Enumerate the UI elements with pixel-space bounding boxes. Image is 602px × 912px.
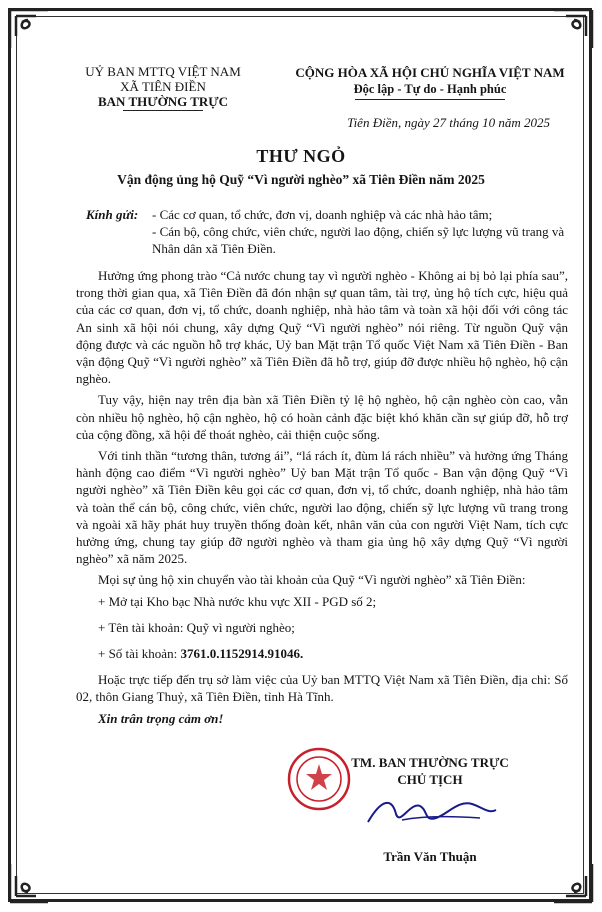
- signatory-role: TM. BAN THƯỜNG TRỰC: [351, 755, 509, 770]
- corner-ornament-icon: [6, 6, 52, 52]
- corner-ornament-icon: [6, 860, 52, 906]
- corner-ornament-icon: [550, 860, 596, 906]
- bank-account-name: + Tên tài khoản: Quỹ vì người nghèo;: [98, 619, 295, 635]
- bank-account-number-line: [98, 645, 568, 662]
- recipient-item: - Cán bộ, công chức, viên chức, người lao động, chiến sỹ lực lượng vũ trang và Nhân dân xã Tiên Điền.: [152, 224, 565, 256]
- signatory-title: CHỦ TỊCH: [397, 772, 463, 787]
- body-paragraph: Mọi sự ủng hộ xin chuyển vào tài khoản của Quỹ “Vì người nghèo” xã Tiên Điền:: [98, 572, 526, 588]
- body-paragraph: Tuy vậy, hiện nay trên địa bàn xã Tiên Điền tỷ lệ hộ nghèo, hộ cận nghèo còn cao, vẫn còn nhiều hộ nghèo, hộ cận nghèo, hộ có hoàn cảnh đặc biệt khó khăn cần sự giúp đỡ, hỗ trợ của cộng đồng, xã hội để thoát nghèo, cải thiện cuộc sống.: [76, 392, 568, 442]
- letter-body: [76, 267, 568, 731]
- direct-contact-paragraph: Hoặc trực tiếp đến trụ sở làm việc của Uỷ ban MTTQ Việt Nam xã Tiên Điền, địa chỉ: Số 02, thôn Giang Thuỷ, xã Tiên Điền, tỉnh Hà Tĩnh.: [76, 672, 568, 705]
- org-underline: [123, 110, 203, 111]
- account-number: 3761.0.1152914.91046.: [180, 646, 304, 662]
- recipients-block: [86, 206, 566, 257]
- national-motto: Độc lập - Tự do - Hạnh phúc: [353, 82, 507, 96]
- org-line-1: UỶ BAN MTTQ VIỆT NAM: [85, 64, 241, 79]
- issuing-organization: [48, 64, 278, 111]
- body-paragraph: Hưởng ứng phong trào “Cả nước chung tay vì người nghèo - Không ai bị bỏ lại phía sau”, trong thời gian qua, xã Tiên Điền đã đón nhận sự quan tâm, tài trợ, ủng hộ tích cực, hiệu quả của các cơ quan, đơn vị, tổ chức, doanh nghiệp, nhà hảo tâm và toàn xã hội đối với công tác An sinh xã hội nói chung, xây dựng Quỹ “Vì người nghèo” nói riêng. Từ nguồn Quỹ vận động được và các nguồn hỗ trợ khác, Uỷ ban Mặt trận Tổ quốc Việt Nam xã Tiên Điền - Ban vận động Quỹ “Vì người nghèo” xã Tiên Điền đã hỗ trợ, giúp đỡ được nhiều hộ nghèo, hộ cận nghèo.: [76, 268, 568, 387]
- document-subtitle: Vận động ủng hộ Quỹ “Vì người nghèo” xã Tiên Điền năm 2025: [117, 172, 485, 187]
- signatory-name: Trần Văn Thuận: [383, 849, 477, 864]
- handwritten-signature-icon: [362, 792, 502, 832]
- body-paragraph: Với tinh thần “tương thân, tương ái”, “lá rách ít, đùm lá rách nhiều” và hưởng ứng Tháng hành động cao điểm “Vì người nghèo” Uỷ ban Mặt trận Tổ quốc - Ban vận động Quỹ “Vì người nghèo” xã Tiên Điền kêu gọi các cơ quan, đơn vị, tổ chức, doanh nghiệp, nhà hảo tâm và toàn thể cán bộ, công chức, viên chức, người lao động, chiến sỹ lực lượng vũ trang trong và ngoài xã hãy phát huy truyền thống đoàn kết, nhân văn của con người Việt Nam, tích cực hưởng ứng, chung tay giúp đỡ người nghèo và tham gia ủng hộ xây dựng Quỹ “Vì người nghèo” xã năm 2025.: [76, 448, 568, 567]
- signature-block: [280, 754, 580, 864]
- issue-date: Tiên Điền, ngày 27 tháng 10 năm 2025: [347, 115, 550, 130]
- org-line-2: XÃ TIÊN ĐIỀN: [120, 79, 206, 94]
- closing-thanks: Xin trân trọng cảm ơn!: [98, 710, 224, 726]
- national-title: [288, 64, 572, 100]
- country-name: CỘNG HÒA XÃ HỘI CHỦ NGHĨA VIỆT NAM: [295, 65, 565, 80]
- corner-ornament-icon: [550, 6, 596, 52]
- document-title: THƯ NGỎ: [256, 146, 346, 166]
- org-line-3: BAN THƯỜNG TRỰC: [97, 94, 228, 109]
- bank-place: + Mở tại Kho bạc Nhà nước khu vực XII - PGD số 2;: [98, 593, 377, 609]
- recipients-label: Kính gửi:: [86, 207, 139, 222]
- account-number-label: + Số tài khoản:: [98, 646, 181, 662]
- motto-underline: [355, 99, 505, 100]
- recipient-item: - Các cơ quan, tổ chức, đơn vị, doanh nghiệp và các nhà hảo tâm;: [152, 207, 493, 222]
